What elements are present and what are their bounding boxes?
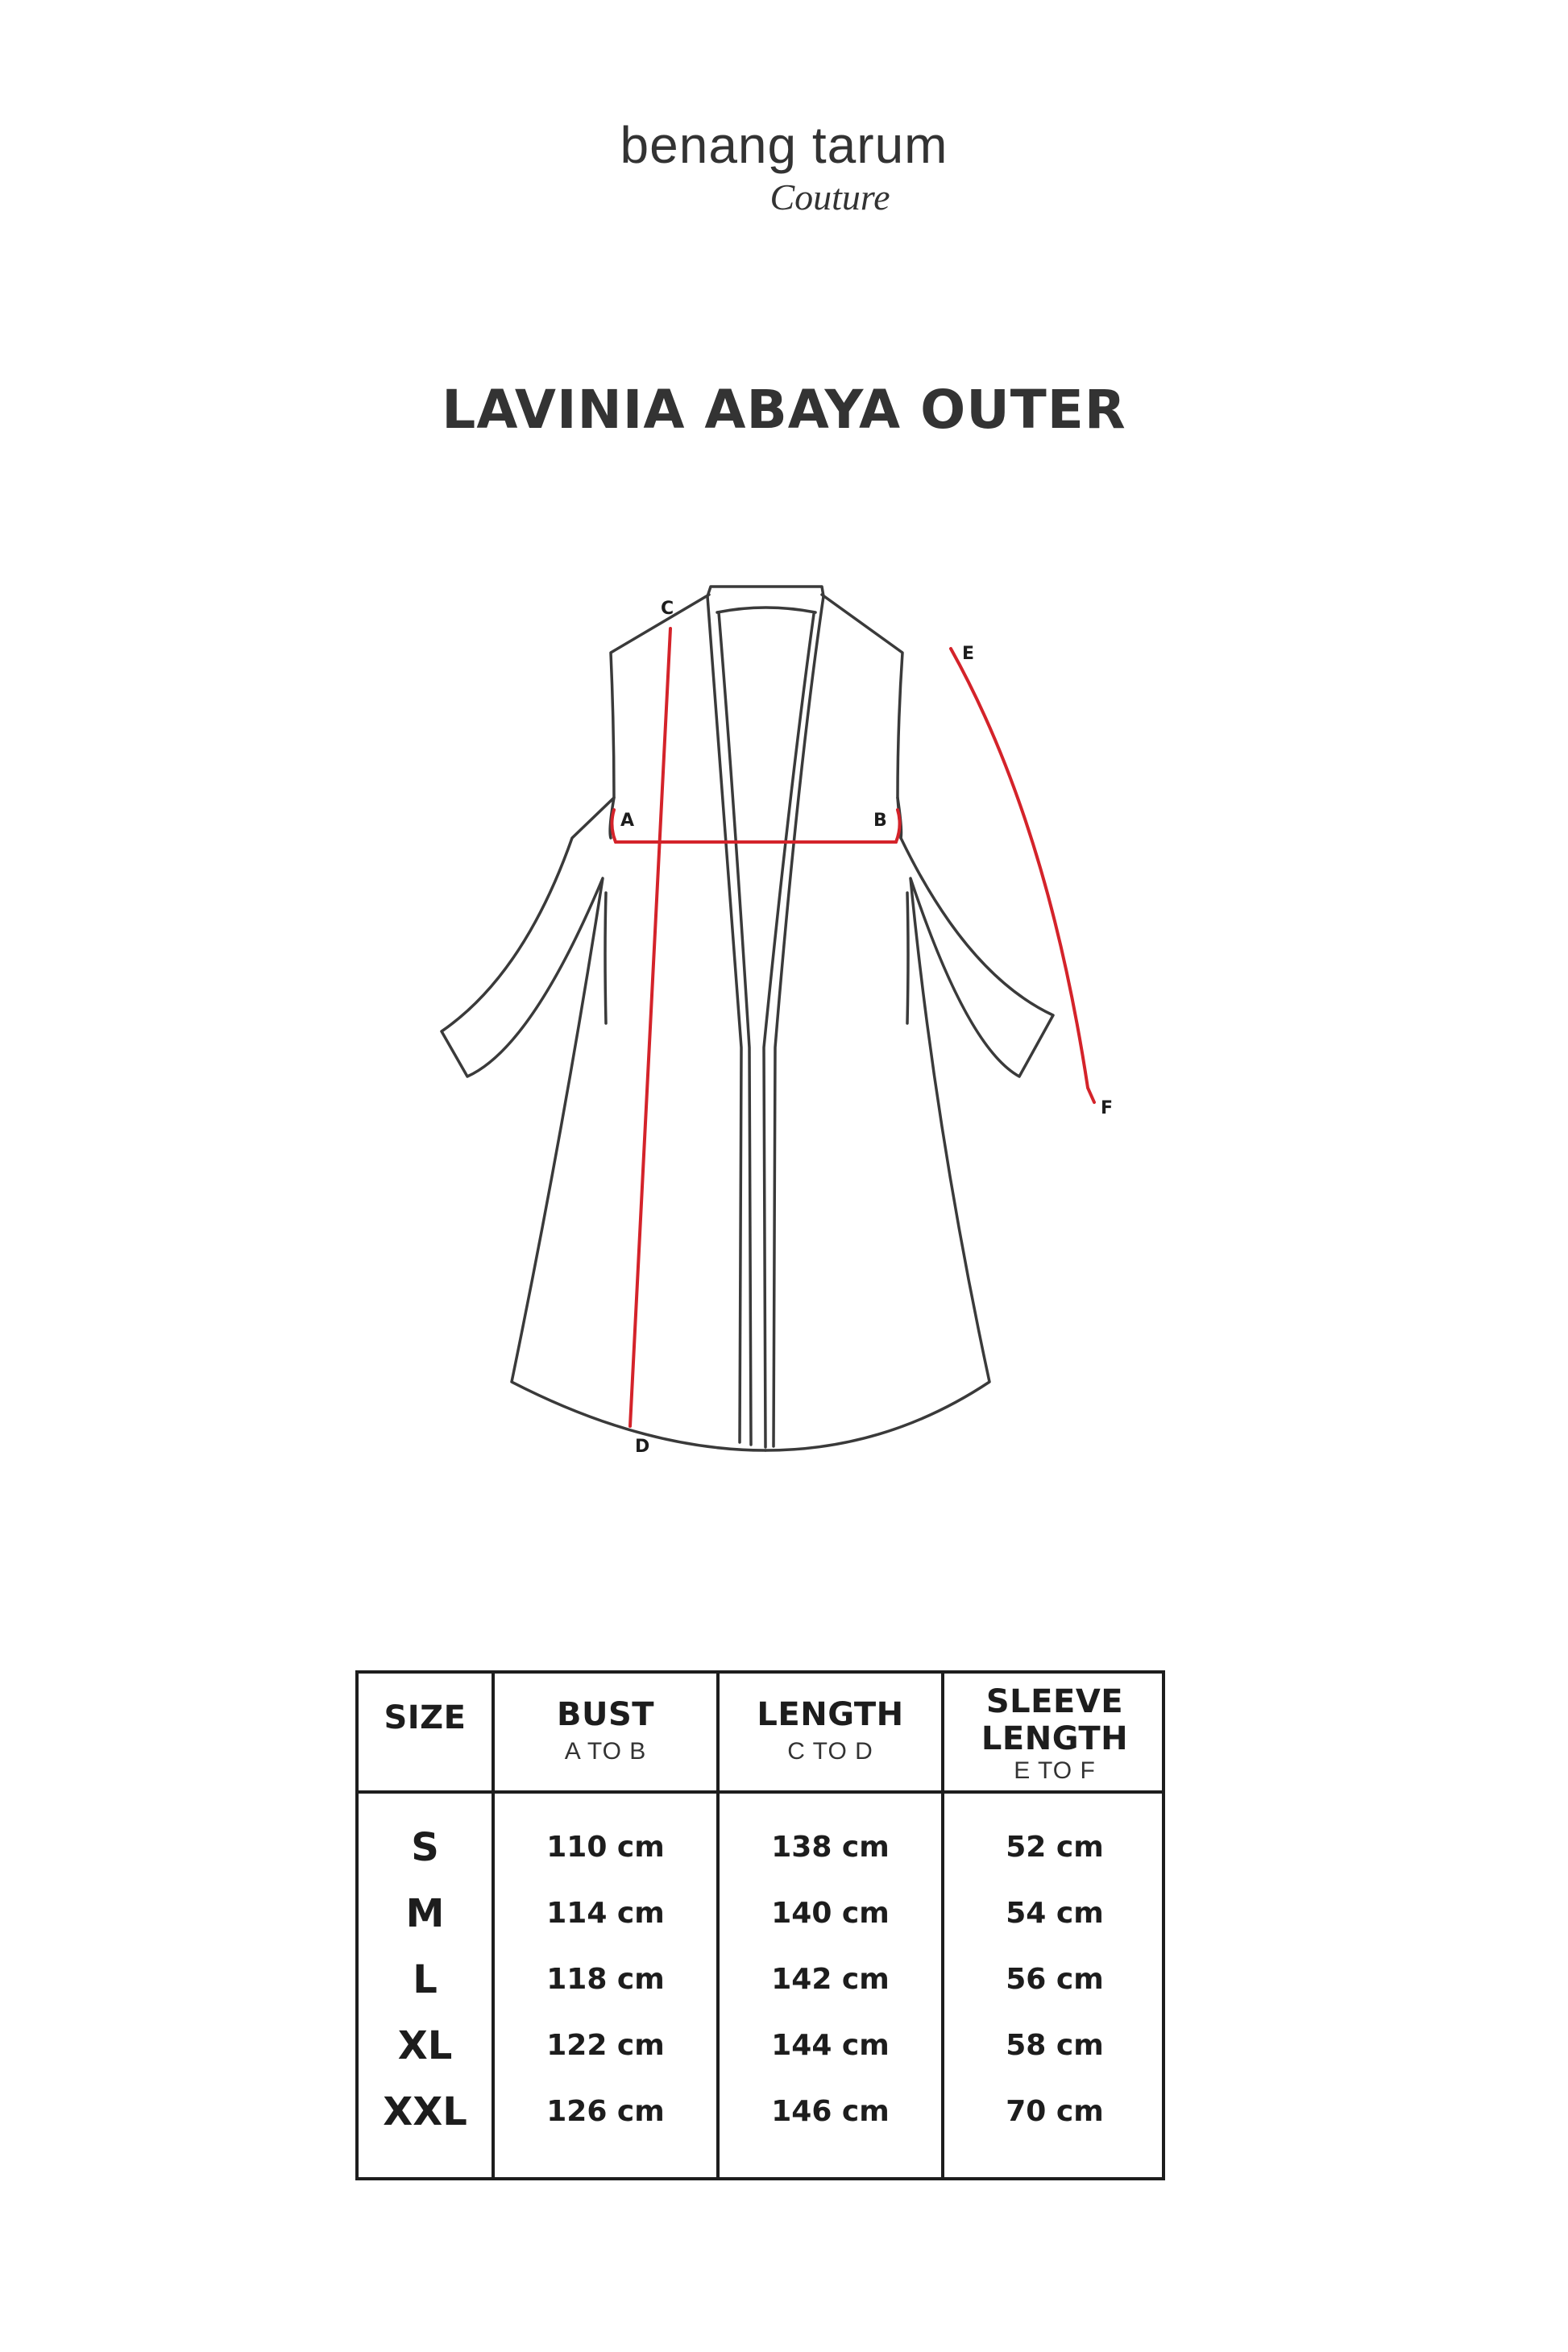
bust-cell: 110 cm xyxy=(546,1831,665,1864)
garment-diagram xyxy=(403,564,1160,1483)
label-b: B xyxy=(873,811,887,831)
brand-sub: Couture xyxy=(769,176,890,218)
brand-logo xyxy=(0,105,1568,234)
length-cell: 140 cm xyxy=(771,1897,890,1930)
label-d: D xyxy=(635,1437,650,1457)
length-cell: 144 cm xyxy=(771,2029,890,2062)
header-size: SIZE xyxy=(384,1699,467,1736)
length-cell: 146 cm xyxy=(771,2095,890,2128)
length-cell: 142 cm xyxy=(771,1963,890,1996)
measure-lines xyxy=(612,628,1094,1426)
table-row xyxy=(359,1947,1162,2013)
header-sleeve-length: SLEEVE LENGTH E TO F xyxy=(981,1683,1129,1784)
bust-cell: 114 cm xyxy=(546,1897,665,1930)
length-line xyxy=(630,628,670,1426)
sleeve-cell: 58 cm xyxy=(1006,2029,1104,2062)
sleeve-cell: 70 cm xyxy=(1006,2095,1104,2128)
header-length: LENGTH C TO D xyxy=(757,1696,904,1765)
length-cell: 138 cm xyxy=(771,1831,890,1864)
bust-cell: 118 cm xyxy=(546,1963,665,1996)
label-e: E xyxy=(962,644,975,664)
size-cell: M xyxy=(405,1891,445,1936)
sleeve-cell: 56 cm xyxy=(1006,1963,1104,1996)
table-row xyxy=(359,1881,1162,1947)
table-row xyxy=(359,2079,1162,2145)
page-title: LAVINIA ABAYA OUTER xyxy=(442,379,1126,441)
size-cell: L xyxy=(413,1957,438,2002)
sleeve-line xyxy=(951,649,1094,1102)
sleeve-cell: 54 cm xyxy=(1006,1897,1104,1930)
size-cell: XXL xyxy=(383,2089,467,2134)
label-a: A xyxy=(620,811,635,831)
sleeve-cell: 52 cm xyxy=(1006,1831,1104,1864)
bust-cell: 126 cm xyxy=(546,2095,665,2128)
table-row xyxy=(359,2013,1162,2079)
table-row xyxy=(359,1815,1162,1881)
header-bust: BUST A TO B xyxy=(556,1696,655,1765)
garment-outline xyxy=(442,587,1053,1450)
brand-name: benang tarum xyxy=(620,116,948,174)
size-cell: XL xyxy=(397,2023,453,2068)
size-cell: S xyxy=(411,1825,439,1870)
bust-cell: 122 cm xyxy=(546,2029,665,2062)
label-f: F xyxy=(1101,1098,1114,1118)
label-c: C xyxy=(661,599,674,619)
size-chart-table xyxy=(355,1670,1165,2180)
